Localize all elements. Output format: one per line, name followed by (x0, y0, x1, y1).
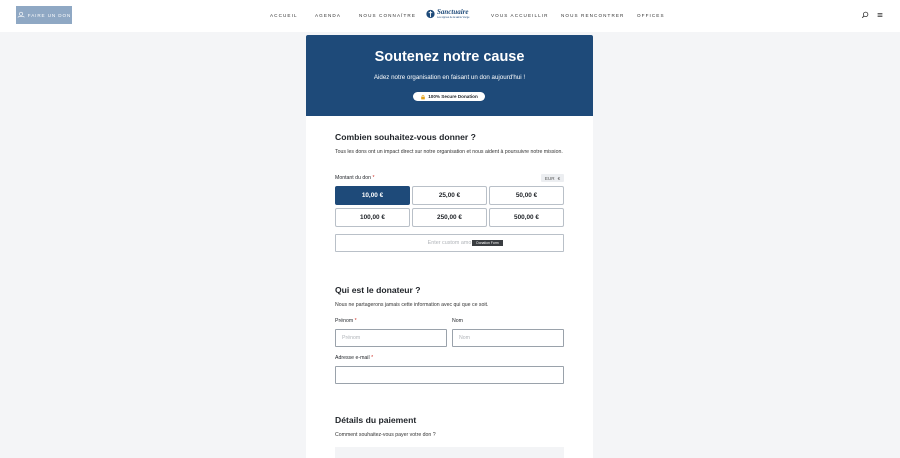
email-label-text: Adresse e-mail (335, 355, 370, 361)
donation-hand-icon (17, 11, 25, 19)
first-name-label (335, 318, 357, 324)
amount-option[interactable]: 25,00 € (412, 186, 487, 205)
form-subtitle: Aidez notre organisation en faisant un don aujourd'hui ! (373, 74, 526, 81)
payment-section-description: Comment souhaitez-vous payer votre don ? (335, 432, 436, 438)
last-name-input[interactable]: Nom (452, 329, 564, 347)
amount-section-description: Tous les dons ont un impact direct sur notre organisation et nous aident à poursuivre notre mission. (335, 149, 563, 155)
logo-emblem-icon (426, 9, 435, 19)
currency-symbol: € (557, 175, 561, 181)
first-name-label-text: Prénom (335, 318, 354, 324)
first-name-input[interactable]: Prénom (335, 329, 447, 347)
custom-amount-input[interactable]: Enter custom amo (335, 234, 564, 252)
donation-form-tooltip: Donation Form (472, 240, 503, 246)
form-hero-banner (306, 35, 593, 116)
secure-donation-text: 100% Secure Donation (428, 94, 478, 99)
last-name-label (452, 318, 463, 324)
amount-label-text: Montant du don (335, 175, 372, 181)
email-input[interactable] (335, 366, 564, 384)
nav-item-nous-rencontrer[interactable]: NOUS RENCONTRER (561, 13, 625, 18)
amount-section-title: Combien souhaitez-vous donner ? (335, 132, 476, 142)
donate-button-label: FAIRE UN DON (27, 12, 72, 18)
amount-label (335, 175, 375, 181)
top-navigation-bar (0, 0, 900, 32)
last-name-label-text: Nom (452, 318, 463, 324)
logo-name: Sanctuaire (437, 7, 469, 16)
donation-form-card (306, 35, 593, 458)
amount-option[interactable]: 10,00 € (335, 186, 410, 205)
nav-item-accueil[interactable]: ACCUEIL (270, 13, 298, 18)
required-marker: * (354, 318, 357, 324)
nav-item-vous-accueillir[interactable]: VOUS ACCUEILLIR (491, 13, 549, 18)
required-marker: * (372, 175, 375, 181)
form-title: Soutenez notre cause (374, 49, 525, 65)
amount-option[interactable]: 250,00 € (412, 208, 487, 227)
nav-item-nous-connaitre[interactable]: NOUS CONNAÎTRE (359, 13, 417, 18)
required-marker: * (371, 355, 374, 361)
payment-section-title: Détails du paiement (335, 415, 417, 425)
currency-code: EUR (544, 175, 555, 181)
amount-option[interactable]: 50,00 € (489, 186, 564, 205)
donor-section-description: Nous ne partagerons jamais cette information avec qui que ce soit. (335, 302, 489, 308)
payment-method-selector[interactable] (335, 447, 564, 458)
nav-item-agenda[interactable]: AGENDA (315, 13, 342, 18)
amount-option[interactable]: 100,00 € (335, 208, 410, 227)
nav-item-offices[interactable]: OFFICES (637, 13, 665, 18)
search-icon[interactable] (861, 11, 869, 19)
donate-button[interactable] (16, 6, 72, 24)
donor-section-title: Qui est le donateur ? (335, 285, 421, 295)
currency-selector[interactable] (541, 174, 564, 182)
menu-hamburger-icon[interactable] (876, 11, 884, 19)
lock-icon (420, 94, 426, 100)
email-label (335, 355, 373, 361)
amount-option[interactable]: 500,00 € (489, 208, 564, 227)
site-logo[interactable] (426, 7, 474, 21)
secure-donation-badge (413, 92, 485, 101)
logo-tagline: Les sigmes de la sainte Vierge (437, 15, 470, 19)
